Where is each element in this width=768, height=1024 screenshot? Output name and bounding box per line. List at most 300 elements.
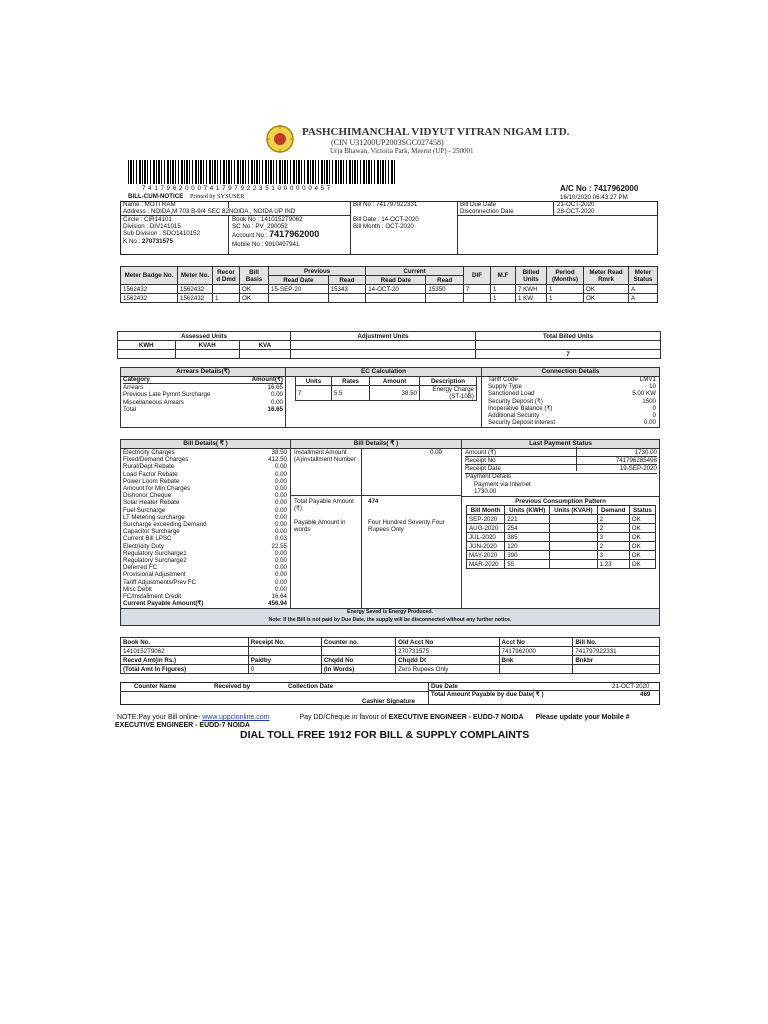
payable-words-label: Payable Amount in words: [294, 519, 346, 534]
prev-read: Read: [328, 276, 366, 285]
label: Misc Debit: [123, 585, 152, 593]
arrears-category-col: Category: [123, 376, 150, 383]
print-datetime: 16/10/2020 06:43:27 PM: [560, 194, 628, 201]
toll-free-notice: DIAL TOLL FREE 1912 FOR BILL & SUPPLY COMPLAINTS: [240, 729, 530, 741]
total-billed-value: 7: [476, 350, 661, 359]
label: Electricity Duty: [123, 542, 164, 550]
counterfoil-table: [120, 637, 660, 674]
meter-col-dif: DIF: [464, 267, 491, 285]
cell: 3: [597, 533, 629, 542]
list-item: [123, 384, 283, 391]
bill-month: Bill Month : OCT-2020: [353, 223, 414, 230]
value: 16.64: [271, 593, 287, 601]
cell: 3: [597, 551, 629, 560]
cell: [550, 542, 597, 551]
cell: OK: [629, 551, 655, 560]
ec-amount-col: Amount: [370, 377, 420, 386]
cell: Paidby: [248, 656, 321, 665]
bill-details-list: [123, 449, 287, 607]
cell: [550, 560, 597, 569]
arrears-title: Arrears Details(₹): [121, 368, 285, 377]
cell: 1562432: [121, 294, 178, 303]
value: 1730.00: [634, 449, 657, 456]
cell: 15-SEP-20: [269, 285, 329, 294]
value: 0: [652, 412, 656, 420]
cell: 1 KW: [516, 294, 547, 303]
cell: [550, 551, 597, 560]
label: Tariff Adjustments/Prev FC: [123, 578, 197, 586]
payable-by-due-label: Total Amount Payable by due Date( ₹ ): [431, 691, 544, 698]
cell: A: [629, 294, 658, 303]
counter-name-col: Counter Name: [134, 683, 177, 690]
bill-details-title: Bill Details( ₹ ): [121, 440, 290, 449]
label: Tariff Code: [488, 376, 518, 383]
ec-desc-col: Description: [420, 377, 477, 386]
update-mobile-text: Please update your Mobile #: [535, 714, 630, 721]
list-item: [488, 419, 656, 426]
cell: 1: [547, 294, 584, 303]
label: LT Metering surcharge: [123, 513, 185, 521]
label: Power Loom Rebate: [123, 477, 180, 485]
table-row: [121, 294, 658, 303]
energy-notice: Energy Saved is Energy Produced.: [347, 609, 433, 615]
label: Additional Security: [488, 412, 540, 420]
division: Division : DIV141015: [123, 223, 181, 230]
label: Load Factor Rebate: [123, 470, 178, 478]
value: 22.55: [271, 542, 287, 550]
counter-due-value: 21-OCT-2020: [612, 683, 650, 690]
total-payable-label: Total Payable Amount (₹): [294, 498, 354, 513]
label: Previous Late Pymnt Surcharge: [123, 391, 211, 399]
cell: OK: [629, 560, 655, 569]
cell: Energy Charge (ST-10B): [420, 386, 477, 401]
payable-by-due-value: 469: [640, 691, 651, 698]
consumer-name: Name : MOTI RAM: [123, 201, 176, 208]
adjustment-value: [291, 341, 476, 350]
cell: 120: [505, 542, 550, 551]
list-item: [123, 600, 287, 607]
cell: 1: [491, 285, 516, 294]
cell: Bnkbr: [573, 656, 660, 665]
cell: 7 KWH: [516, 285, 547, 294]
cell: JUN-2020: [467, 542, 505, 551]
list-item: [123, 521, 287, 528]
list-item: [488, 383, 656, 390]
meter-col-record: Recor d Dmd: [213, 267, 240, 285]
value: 0.00: [274, 506, 287, 514]
total-billed-title: Total Billed Units: [476, 332, 661, 341]
due-date: 21-OCT-2020: [557, 201, 595, 208]
cell: 1562432: [121, 285, 178, 294]
footer-note: [117, 714, 662, 722]
connection-title: Connection Details: [482, 368, 659, 377]
cell: [550, 515, 597, 524]
cell: 2: [597, 542, 629, 551]
list-item: [123, 550, 287, 557]
table-row: [121, 285, 658, 294]
value: 0.00: [274, 477, 287, 485]
counter-due-label: Due Date: [431, 683, 458, 690]
consumption-title: Previous Consumption Pattern: [515, 498, 606, 505]
value: 0.00: [274, 571, 287, 579]
label: FC/Installment Credit: [123, 593, 182, 601]
meter-col-basis: Bill Basis: [240, 267, 269, 285]
value: 0.00: [274, 499, 287, 507]
cell: [464, 294, 491, 303]
assessed-title: Assessed Units: [118, 332, 291, 341]
cons-kwh-col: Units (KWH): [505, 506, 550, 515]
assessed-units-table: [117, 331, 661, 359]
cell: 270731575: [396, 647, 499, 656]
curr-read: Read: [426, 276, 464, 285]
cell: 14-OCT-20: [366, 285, 426, 294]
list-item: [123, 499, 287, 506]
bill-type: BILL-CUM-NOTICE: [128, 193, 184, 200]
cell: OK: [629, 533, 655, 542]
cell: 15350: [426, 285, 464, 294]
cell: (In Words): [321, 665, 395, 674]
disconnection-label: Disconnection Date: [460, 208, 514, 215]
list-item: [123, 478, 287, 485]
value: 0.00: [274, 557, 287, 565]
cell: OK: [584, 294, 629, 303]
cons-kvah-col: Units (KVAH): [550, 506, 597, 515]
list-item: [123, 463, 287, 470]
value: 0.00: [274, 528, 287, 536]
list-item: [488, 390, 656, 397]
kwh-value: [118, 350, 176, 359]
total-payable-value: 474: [368, 498, 379, 505]
due-date-label: Bill Due Date: [460, 201, 497, 208]
label: Provisional Adjustment: [123, 571, 186, 579]
value: 38.50: [271, 449, 287, 456]
value: 0.00: [274, 485, 287, 493]
cell: [573, 665, 660, 674]
adjustment-title: Adjustment Units: [291, 332, 476, 341]
cons-month-col: Bill Month: [467, 506, 505, 515]
list-item: [488, 398, 656, 405]
ac-no: A/C No : 7417962000: [560, 184, 639, 193]
list-item: [123, 449, 287, 456]
cell: Zero Rupees Only: [396, 665, 499, 674]
cell: 741797922331: [573, 647, 660, 656]
payment-details-mode: Payment via Internet: [474, 481, 531, 488]
value: LMV1: [639, 376, 656, 383]
list-item: [123, 399, 283, 406]
value: 412.50: [268, 456, 287, 464]
table-row: [296, 386, 477, 401]
value: 0.00: [274, 564, 287, 572]
list-item: [123, 557, 287, 564]
connection-list: [488, 376, 656, 426]
label: Inoperative Balance (₹): [488, 404, 553, 412]
cell: [550, 524, 597, 533]
value: 16.65: [267, 405, 283, 413]
list-item: [123, 492, 287, 499]
value: 0.00: [274, 521, 287, 529]
list-item: [123, 406, 283, 413]
mobile-no: Mobile No : 9910497941: [232, 241, 300, 248]
bill-date: Bill Date : 14-OCT-2020: [353, 216, 419, 223]
disconnection-notice: Note: If the Bill is not paid by Due Date, the supply will be disconnected without any further notice.: [268, 617, 512, 623]
cell: 7: [296, 386, 332, 401]
cell: JUL-2020: [467, 533, 505, 542]
barcode-digits: 7 4 1 7 9 6 2 0 0 0 7 4 1 7 9 7 9 2 2 3 5 1 0 0 0 0 0 0 4 5 7: [142, 185, 331, 192]
cell: Bnk: [499, 656, 573, 665]
ec-title: EC Calculation: [286, 368, 481, 377]
adjustment-value-2: [291, 350, 476, 359]
list-item: [465, 449, 657, 457]
list-item: [123, 456, 287, 463]
arrears-list: [123, 376, 283, 413]
cell: Counter no.: [321, 638, 395, 647]
cell: OK: [629, 524, 655, 533]
kva-col: KVA: [239, 341, 290, 350]
label: Receipt Date: [465, 465, 501, 473]
table-row: [467, 515, 656, 524]
cell: 38.50: [370, 386, 420, 401]
list-item: [123, 586, 287, 593]
sub-division: Sub Division : SDO1410152: [123, 230, 201, 237]
cell: OK: [240, 294, 269, 303]
label: Dishonor Cheque: [123, 492, 172, 500]
total-billed-units: [476, 341, 661, 350]
label: Sanctioned Load: [488, 390, 535, 398]
account-value: 7417962000: [269, 229, 320, 239]
cell: [366, 294, 426, 303]
value: 1500: [642, 397, 656, 405]
cell: [550, 533, 597, 542]
meter-col-period: Period (Months): [547, 267, 584, 285]
cell: [321, 647, 395, 656]
cell: 1.23: [597, 560, 629, 569]
cell: 385: [505, 533, 550, 542]
cell: Bill No.: [573, 638, 660, 647]
cell: [426, 294, 464, 303]
value: 0.00: [274, 513, 287, 521]
list-item: [123, 514, 287, 521]
cell: 15343: [328, 285, 366, 294]
received-by-col: Received by: [214, 683, 251, 690]
cons-demand-col: Demand: [597, 506, 629, 515]
list-item: [488, 412, 656, 419]
cell: 1410152T9062: [121, 647, 249, 656]
value: 10: [649, 383, 656, 391]
barcode: [128, 160, 396, 184]
sc-no: SC No : PV_290052: [232, 223, 288, 230]
consumption-table: [466, 505, 656, 569]
cell: Chqdd No: [321, 656, 395, 665]
label: Miscellaneous Arrears: [123, 398, 184, 406]
note-prefix: NOTE:Pay your Bill online-: [117, 714, 201, 721]
label: Current Bill LPSC: [123, 535, 172, 543]
k-no-value: 270731575: [141, 238, 173, 245]
pay-dd-text: Pay DD/Cheque in favour of: [299, 714, 387, 721]
cell: Receipt No.: [248, 638, 321, 647]
label: Supply Type: [488, 383, 522, 391]
disconnection-date: 28-OCT-2020: [557, 208, 595, 215]
cell: OK: [629, 515, 655, 524]
list-item: [488, 376, 656, 383]
meter-col-previous: Previous: [269, 267, 366, 276]
account-no: [232, 231, 319, 239]
meter-col-badge: Meter Badge No.: [121, 267, 178, 285]
cell: 1: [491, 294, 516, 303]
cell: A: [629, 285, 658, 294]
cell: OK: [629, 542, 655, 551]
circle: Circle : CIR14101: [123, 216, 172, 223]
value: 19-SEP-2020: [619, 465, 657, 473]
cell: (Total Amt In Figures): [121, 665, 249, 674]
cell: [269, 294, 329, 303]
payment-details-label: Payment Details: [466, 473, 512, 480]
cell: 7417962000: [499, 647, 573, 656]
meter-col-mf: M.F: [491, 267, 516, 285]
cell: 5.5: [331, 386, 369, 401]
kwh-col: KWH: [118, 341, 176, 350]
cell: 2: [597, 524, 629, 533]
meter-table: [120, 266, 658, 303]
meter-col-remark: Meter Read Rmrk: [584, 267, 629, 285]
list-item: [123, 564, 287, 571]
favour-text: EXECUTIVE ENGINEER - EUDD-7 NOIDA: [388, 714, 524, 721]
cell: 55: [505, 560, 550, 569]
list-item: [123, 485, 287, 492]
value: 0.00: [270, 398, 283, 406]
cell: 1562432: [178, 294, 213, 303]
meter-col-status: Meter Status: [629, 267, 658, 285]
label: Security Deposit (₹): [488, 397, 543, 405]
label: Amount (₹): [465, 449, 497, 456]
last-payment-title: Last Payment Status: [462, 440, 659, 449]
collection-date-col: Collection Date: [288, 683, 334, 690]
payable-words-value: Four Hundred Seventy Four Rupees Only: [368, 519, 445, 534]
ec-table: [295, 376, 477, 401]
label: Solar Heater Rebate: [123, 499, 180, 507]
k-no: [123, 238, 173, 245]
value: 0: [652, 404, 656, 412]
value: 0.00: [270, 391, 283, 399]
value: 5.00 KW: [632, 390, 656, 398]
meter-col-no: Meter No.: [178, 267, 213, 285]
kva-value: [239, 350, 290, 359]
label: Regulatory Surcharge2: [123, 557, 187, 565]
account-label: Account No :: [232, 232, 268, 239]
value: 16.65: [267, 384, 283, 392]
cell: [328, 294, 366, 303]
cell: Old Acct No: [396, 638, 499, 647]
value: 0.00: [274, 470, 287, 478]
cashier-signature: Cashier Signature: [362, 698, 415, 705]
cell: 390: [505, 551, 550, 560]
consumer-address: Address : NOIDA,M 703 B-9/4 SEC 82NOIDA , NOIDA UP IND: [123, 208, 296, 215]
list-item: [123, 593, 287, 600]
label: Total: [123, 405, 137, 413]
list-item: [123, 507, 287, 514]
arrears-amount-col: Amount(₹): [251, 376, 283, 383]
cell: 254: [505, 524, 550, 533]
payment-details-amount: 1730.00: [474, 488, 497, 495]
cell: MAY-2020: [467, 551, 505, 560]
cell: Acct No: [499, 638, 573, 647]
table-row: [467, 542, 656, 551]
label: Current Payable Amount(₹): [123, 600, 204, 608]
ec-rates-col: Rates: [331, 377, 369, 386]
label: Fixed/Demand Charges: [123, 456, 189, 464]
exec-engineer: EXECUTIVE ENGINEER - EUDD-7 NOIDA: [115, 722, 250, 729]
cell: 0: [248, 665, 321, 674]
table-row: [467, 560, 656, 569]
cell: 2: [597, 515, 629, 524]
cell: Recvd Amt(in Rs.): [121, 656, 249, 665]
cell: [213, 285, 240, 294]
company-address: Urja Bhawan, Victoria Park, Meerut (UP) - 250001: [330, 147, 474, 155]
list-item: [123, 579, 287, 586]
prev-read-date: Read Date: [269, 276, 329, 285]
kvah-value: [175, 350, 239, 359]
label: Surcharge exceeding Demand: [123, 521, 207, 529]
cell: AUG-2020: [467, 524, 505, 533]
cons-status-col: Status: [629, 506, 655, 515]
list-item: [123, 471, 287, 478]
label: Deferred FC: [123, 564, 158, 572]
cell: [248, 647, 321, 656]
cell: 1562432: [178, 285, 213, 294]
last-payment-list: [465, 449, 657, 474]
cell: MAR-2020: [467, 560, 505, 569]
cell: [499, 665, 573, 674]
list-item: [123, 543, 287, 550]
value: 0.00: [274, 549, 287, 557]
value: 0.03: [274, 535, 287, 543]
cell: 221: [505, 515, 550, 524]
meter-col-billed: Billed Units: [516, 267, 547, 285]
value: 0.00: [274, 463, 287, 471]
table-row: [467, 524, 656, 533]
company-name: PASHCHIMANCHAL VIDYUT VITRAN NIGAM LTD.: [302, 126, 570, 138]
kvah-col: KVAH: [175, 341, 239, 350]
label: Regulatory Surcharge1: [123, 549, 187, 557]
cell: 1: [213, 294, 240, 303]
cell: 1: [547, 285, 584, 294]
k-no-label: K No :: [123, 238, 141, 245]
cell: OK: [584, 285, 629, 294]
bill-no: Bill No : 741797922331: [353, 201, 418, 208]
label: Fuel Surcharge: [123, 506, 166, 514]
list-item: [123, 571, 287, 578]
table-row: [467, 551, 656, 560]
label: Amount for Min Charges: [123, 485, 191, 493]
value: 456.94: [268, 600, 287, 608]
value: 0.00: [274, 578, 287, 586]
label: Capacitor Surcharge: [123, 528, 180, 536]
label: Rural/Dept Rebate: [123, 463, 175, 471]
list-item: [123, 528, 287, 535]
installment-label: Installment Amount (A)Installment Number: [294, 449, 356, 464]
value: 741796285498: [615, 457, 657, 465]
label: Receipt No: [465, 457, 496, 465]
company-logo: [263, 124, 297, 154]
list-item: [488, 405, 656, 412]
cell: SEP-2020: [467, 515, 505, 524]
curr-read-date: Read Date: [366, 276, 426, 285]
cell: Chqdd Dt: [396, 656, 499, 665]
cell: 7: [464, 285, 491, 294]
online-link[interactable]: www.uppclonline.com: [202, 714, 270, 721]
installment-value: 0.00: [430, 449, 443, 456]
company-cin: (CIN U31200UP2003SGC027458): [331, 138, 444, 147]
list-item: [465, 457, 657, 465]
